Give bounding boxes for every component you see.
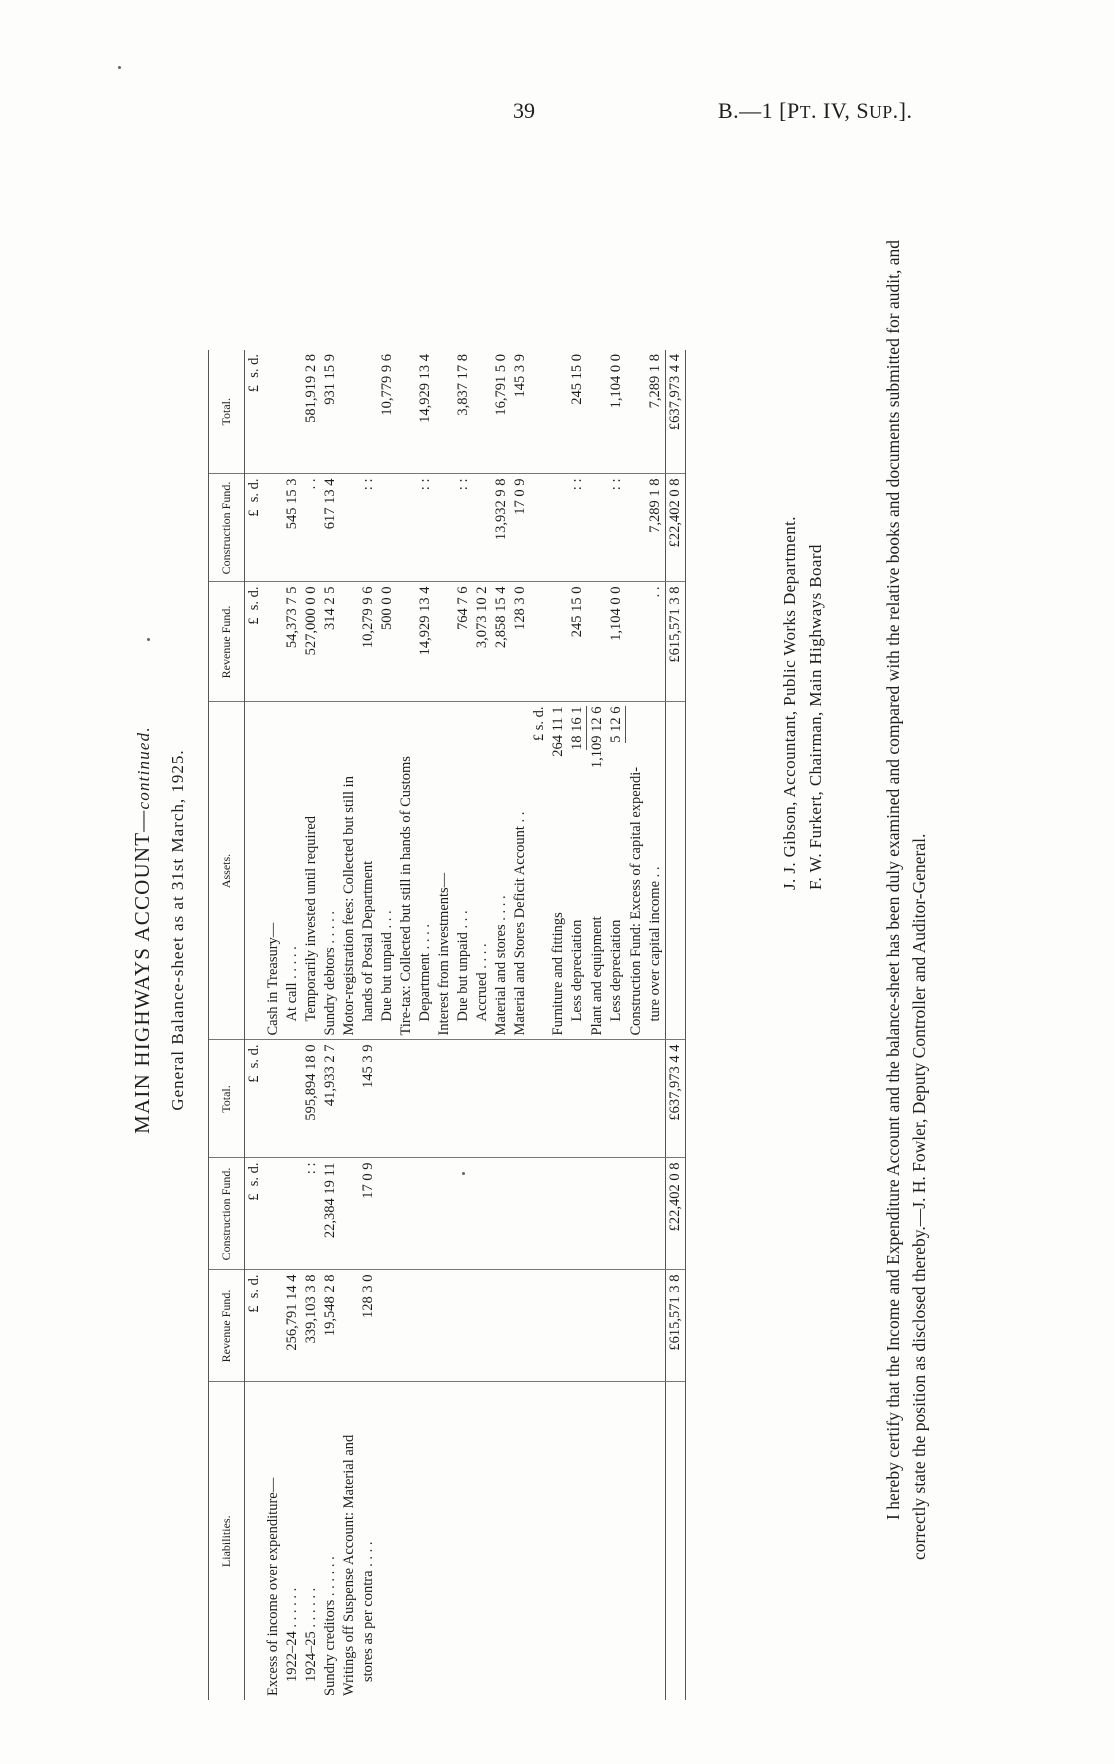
inner-value: 5 12 6 [608,706,624,743]
col-liabilities: Liabilities. [209,1382,245,1700]
construction-value: : : [607,474,627,582]
signature-chairman: F. W. Furkert, Chairman, Main Highways Board [806,544,825,890]
construction-value: : : [302,1158,321,1270]
revenue-value: 314 2 5 [321,582,340,702]
total-value: 1,104 0 0 [607,350,627,474]
document-title [130,140,155,1720]
construction-value [473,474,492,582]
revenue-value: 3,073 10 2 [473,582,492,702]
construction-value: 545 15 3 [283,474,302,582]
units-label: £ s. d. [245,1040,265,1158]
inner-value: 18 16 1 [569,706,585,750]
construction-value [283,1158,302,1270]
construction-value: 17 0 9 [511,474,530,582]
total-value: 7,289 1 8 [646,350,666,474]
table-row [378,350,397,1700]
revenue-value: 339,103 3 8 [302,1270,321,1382]
construction-value: : : [454,474,473,582]
col-total: Total. [209,350,245,474]
asset-label: Department . . . . [416,702,435,1040]
liability-revenue-total: £615,571 3 8 [666,1270,686,1382]
asset-label [568,702,588,1040]
inner-value: 264 11 1 [550,706,566,757]
liability-label: Excess of income over expenditure— [265,1477,281,1696]
report-ref-main: B.—1 [P [718,98,800,123]
signature-accountant: J. J. Gibson, Accountant, Public Works Department. [780,516,799,890]
asset-label-text: Less depreciation [569,919,585,1022]
total-value: 10,779 9 6 [378,350,397,474]
construction-value: . . [302,474,321,582]
asset-label: Due but unpaid . . . [454,702,473,1040]
report-ref-end: .]. [892,98,913,123]
construction-value: 617 13 4 [321,474,340,582]
revenue-value: 128 3 0 [359,1270,378,1382]
table-row [302,350,321,1700]
audit-certificate: I hereby certify that the Income and Expenditure Account and the balance-sheet has been duly examined and compared with the relative books and documents submitted for audit, and correctly state the position as disclosed thereby.—J. H. Fowler, Deputy Controller and Auditor-General. [883,240,929,1560]
asset-label: hands of Postal Department [359,702,378,1040]
col-revenue-fund: Revenue Fund. [209,1270,245,1382]
revenue-value: 764 7 6 [454,582,473,702]
asset-label [588,702,607,1040]
total-value: 245 15 0 [568,350,588,474]
total-value [283,350,302,474]
asset-label [549,702,568,1040]
asset-label-text: Plant and equipment [589,916,605,1036]
document-subtitle: General Balance-sheet as at 31st March, 1925. [168,749,187,1111]
liability-label: 1924–25 . . . . . . [303,1587,319,1682]
col-construction-fund: Construction Fund. [209,474,245,582]
asset-label: Accrued . . . . [473,702,492,1040]
table-row [359,350,378,1700]
table-row [646,350,666,1700]
table-row [492,350,511,1700]
table-row [530,350,549,1700]
asset-grand-total: £637,973 4 4 [666,350,686,474]
report-ref-small1: T [799,102,811,122]
units-label: £ s. d. [245,582,265,702]
speck [118,66,121,69]
balance-sheet-table [208,350,686,1700]
table-row [397,350,416,1700]
total-value: 595,894 18 0 [302,1040,321,1158]
liability-construction-total: £22,402 0 8 [666,1158,686,1270]
revenue-value: 2,858 15 4 [492,582,511,702]
title-continued: continued. [134,726,153,810]
table-row [340,350,359,1700]
asset-label: At call . . . . . [283,702,302,1040]
total-value: 145 3 9 [511,350,530,474]
total-value [283,1040,302,1158]
construction-value: : : [568,474,588,582]
construction-value: : : [359,474,378,582]
revenue-value: 1,104 0 0 [607,582,627,702]
table-row [321,350,340,1700]
asset-label: Material and stores . . . . [492,702,511,1040]
asset-revenue-total: £615,571 3 8 [666,582,686,702]
table-row [416,350,435,1700]
liability-label: stores as per contra . . . . [360,1541,376,1682]
report-reference [718,98,912,124]
revenue-value: 500 0 0 [378,582,397,702]
asset-label-text: Furniture and fittings [550,912,566,1036]
page-number: 39 [513,98,535,123]
revenue-value: . . [646,582,666,702]
table-row [607,350,627,1700]
table-row [568,350,588,1700]
asset-label: Tire-tax: Collected but still in hands of Customs [397,702,416,1040]
asset-construction-total: £22,402 0 8 [666,474,686,582]
liability-grand-total: £637,973 4 4 [666,1040,686,1158]
rotated-balance-sheet [120,140,1114,1720]
asset-label: Construction Fund: Excess of capital expendi- [627,702,646,1040]
revenue-value: 128 3 0 [511,582,530,702]
construction-value: 13,932 9 8 [492,474,511,582]
table-row [511,350,530,1700]
total-value: 931 15 9 [321,350,340,474]
construction-value [378,474,397,582]
inner-value: 1,109 12 6 [589,706,605,769]
asset-label: Interest from investments— [435,702,454,1040]
units-label: £ s. d. [245,1158,265,1270]
table-row [435,350,454,1700]
table-row [627,350,646,1700]
table-row [588,350,607,1700]
total-value: 16,791 5 0 [492,350,511,474]
units-row [245,350,265,1700]
revenue-value: 527,000 0 0 [302,582,321,702]
asset-label: Temporarily invested until required [302,702,321,1040]
construction-value: 22,384 19 11 [321,1158,340,1270]
col-construction-fund: Construction Fund. [209,1158,245,1270]
units-label: £ s. d. [245,1270,265,1382]
table-row [283,350,302,1700]
header-row [209,350,245,1700]
asset-label: Due but unpaid . . . [378,702,397,1040]
table-row [264,350,283,1700]
liability-label: Writings off Suspense Account: Material and [341,1434,357,1696]
report-ref-small2: UP [869,102,893,122]
revenue-value: 54,373 7 5 [283,582,302,702]
table-row [473,350,492,1700]
asset-label: Motor-registration fees: Collected but still in [340,702,359,1040]
asset-label: Cash in Treasury— [264,702,283,1040]
total-value: 581,919 2 8 [302,350,321,474]
inner-units-label: £ s. d. [530,702,549,1040]
asset-label: ture over capital income . . [646,702,666,1040]
construction-value: : : [416,474,435,582]
report-ref-mid: . IV, S [811,98,870,123]
asset-label [607,702,627,1040]
total-value: 14,929 13 4 [416,350,435,474]
table-row [454,350,473,1700]
units-label: £ s. d. [245,474,265,582]
revenue-value: 19,548 2 8 [321,1270,340,1382]
col-total: Total. [209,1040,245,1158]
construction-value: 17 0 9 [359,1158,378,1270]
total-value: 145 3 9 [359,1040,378,1158]
col-revenue-fund: Revenue Fund. [209,582,245,702]
revenue-value: 256,791 14 4 [283,1270,302,1382]
liability-label: 1922–24 . . . . . . [284,1587,300,1682]
asset-label: Sundry debtors . . . . . [321,702,340,1040]
table-row [549,350,568,1700]
units-label: £ s. d. [245,350,265,474]
asset-label-text: Less depreciation [608,919,624,1022]
total-value [359,350,378,474]
totals-row [666,350,686,1700]
liability-label: Sundry creditors . . . . . . [322,1556,338,1696]
asset-label: Material and Stores Deficit Account . . [511,702,530,1040]
col-assets: Assets. [209,702,245,1040]
revenue-value: 245 15 0 [568,582,588,702]
title-main: MAIN HIGHWAYS ACCOUNT— [130,809,154,1134]
revenue-value: 10,279 9 6 [359,582,378,702]
construction-value: 7,289 1 8 [646,474,666,582]
total-value: 3,837 17 8 [454,350,473,474]
total-value: 41,933 2 7 [321,1040,340,1158]
revenue-value: 14,929 13 4 [416,582,435,702]
total-value [473,350,492,474]
